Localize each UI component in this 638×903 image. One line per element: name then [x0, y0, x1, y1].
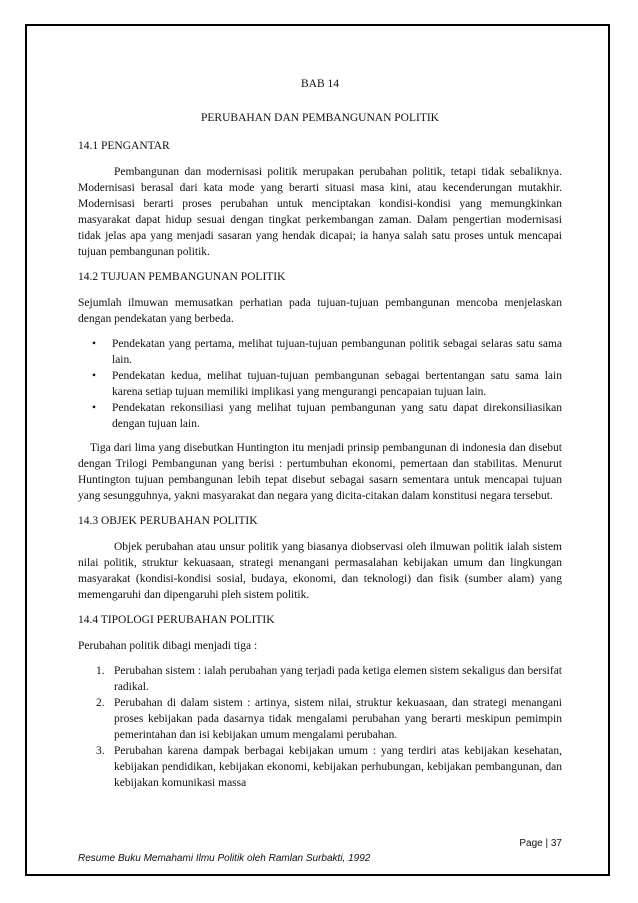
footer-citation: Resume Buku Memahami Ilmu Politik oleh Ramlan Surbakti, 1992 [78, 853, 371, 864]
bullet-icon: • [92, 402, 97, 414]
list-item [92, 336, 562, 368]
section-heading: 14.3 OBJEK PERUBAHAN POLITIK [78, 515, 258, 527]
list-item-text: Perubahan karena dampak berbagai kebijakan umum : yang terdiri atas kebijakan kesehatan, kebijakan pendidikan, kebijakan ekonomi, kebijakan perhubungan, kebijakan pembangunan, dan kebijakan komunikasi massa [114, 745, 562, 789]
list-item [92, 368, 562, 400]
list-number: 2. [96, 697, 105, 709]
section-heading: 14.1 PENGANTAR [78, 140, 170, 152]
paragraph: Tiga dari lima yang disebutkan Huntington itu menjadi prinsip pembangunan di indonesia dan disebut dengan Trilogi Pembangunan yang berisi : pertumbuhan ekonomi, pemertaan dan stabilitas. Menurut Huntington tujuan pembangunan lebih tepat disebut sebagai sasarn sementara untuk mencapai tujuan yang sesungguhnya, yakni masyarakat dan negara yang dicita-citakan dalam konstitusi negara tersebut. [78, 442, 562, 502]
paragraph: Pembangunan dan modernisasi politik merupakan perubahan politik, tetapi tidak sebaliknya. Modernisasi berasal dari kata mode yang berarti situasi masa kini, atau kecenderungan mutakhir. Modernisasi berarti proses perubahan untuk menciptakan kondisi-kondisi yang memungkinkan masyarakat dapat hidup sesuai dengan tingkat perkembangan zaman. Dalam pengertian modernisasi tidak jelas apa yang menjadi sasaran yang hendak dicapai; ia hanya salah satu proses untuk mencapai tujuan pembangunan politik. [78, 166, 562, 258]
chapter-label: BAB 14 [300, 78, 340, 90]
paragraph: Objek perubahan atau unsur politik yang biasanya diobservasi oleh ilmuwan politik ialah sistem nilai politik, struktur kekuasaan, strategi menangani permasalahan kebijakan umum dan lingkungan masyarakat (kondisi-kondisi sosial, budaya, ekonomi, dan teknologi) dan fisik (sumber alam) yang memengaruhi dan dipengaruhi pleh sistem politik. [78, 541, 562, 601]
list-number: 3. [96, 745, 105, 757]
section-heading: 14.4 TIPOLOGI PERUBAHAN POLITIK [78, 614, 275, 626]
numbered-list [78, 663, 562, 791]
bullet-list [78, 336, 562, 432]
list-item-text: Perubahan sistem : ialah perubahan yang terjadi pada ketiga elemen sistem sekaligus dan bersifat radikal. [114, 665, 562, 693]
bullet-icon: • [92, 370, 97, 382]
list-item [92, 400, 562, 432]
document-body [78, 76, 562, 799]
list-item-text: Pendekatan rekonsiliasi yang melihat tujuan pembangunan yang satu dapat direkonsiliasikan dengan tujuan lain. [112, 402, 562, 430]
list-number: 1. [96, 665, 105, 677]
bullet-icon: • [92, 338, 97, 350]
paragraph: Sejumlah ilmuwan memusatkan perhatian pada tujuan-tujuan pembangunan mencoba menjelaskan dengan pendekatan yang berbeda. [78, 297, 562, 325]
section-heading: 14.2 TUJUAN PEMBANGUNAN POLITIK [78, 271, 286, 283]
list-item-text: Pendekatan yang pertama, melihat tujuan-tujuan pembangunan politik sebagai selaras satu sama lain. [112, 338, 562, 366]
chapter-title: PERUBAHAN DAN PEMBANGUNAN POLITIK [201, 112, 439, 124]
list-item [96, 695, 562, 743]
list-item-text: Perubahan di dalam sistem : artinya, sistem nilai, struktur kekuasaan, dan strategi menangani proses kebijakan pada dasarnya tidak mengalami perubahan yang berarti meskipun pemimpin pemerintahan dan isi kebijakan umum mengalami perubahan. [114, 697, 562, 741]
paragraph: Perubahan politik dibagi menjadi tiga : [78, 640, 258, 652]
list-item [96, 663, 562, 695]
list-item [96, 743, 562, 791]
list-item-text: Pendekatan kedua, melihat tujuan-tujuan pembangunan sebagai bertentangan satu sama lain karena setiap tujuan memiliki implikasi yang mengurangi pencapaian tujuan lain. [112, 370, 562, 398]
page-number: Page | 37 [519, 838, 562, 849]
